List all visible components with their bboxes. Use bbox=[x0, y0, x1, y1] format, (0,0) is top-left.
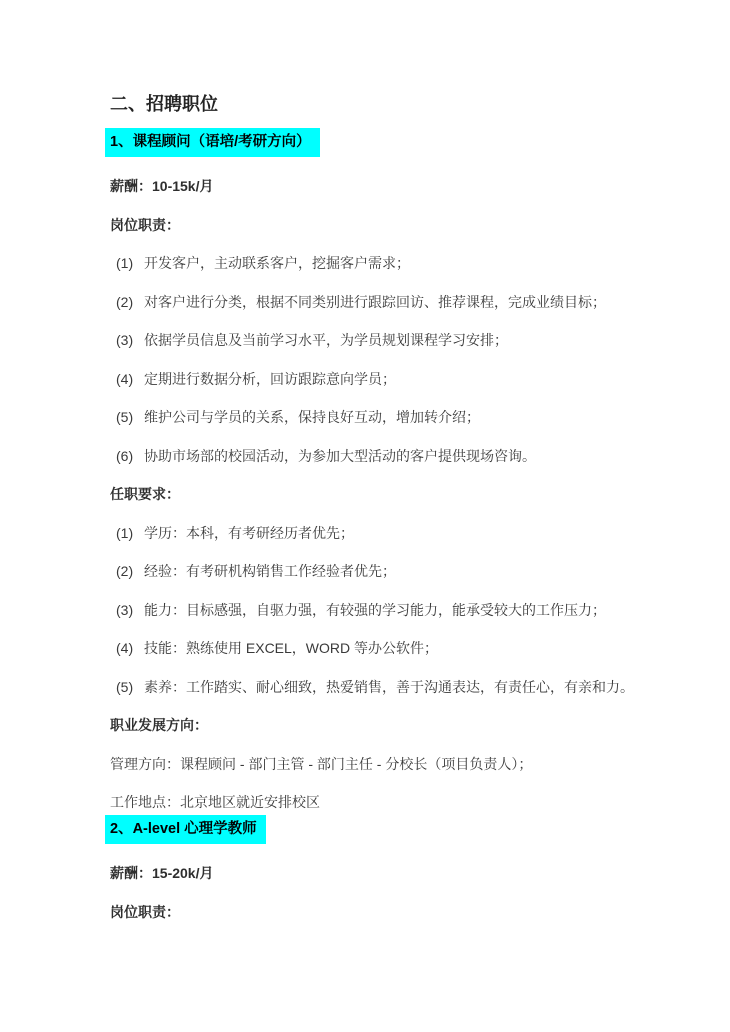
list-item-number: (4) bbox=[116, 370, 134, 387]
job1-salary: 薪酬：10-15k/月 bbox=[110, 178, 214, 194]
list-item-number: (1) bbox=[116, 255, 134, 271]
list-item-text: 协助市场部的校园活动，为参加大型活动的客户提供现场咨询。 bbox=[144, 447, 536, 464]
list-item-number: (1) bbox=[116, 524, 134, 541]
list-item-text: 学历：本科，有考研经历者优先； bbox=[144, 524, 354, 541]
job1-work-location: 工作地点：北京地区就近安排校区 bbox=[110, 794, 320, 810]
job2-duties-heading: 岗位职责： bbox=[110, 903, 180, 920]
job1-career-heading: 职业发展方向： bbox=[110, 717, 208, 733]
list-item-text: 维护公司与学员的关系，保持良好互动，增加转介绍； bbox=[144, 409, 480, 425]
list-item-number: (3) bbox=[116, 332, 134, 348]
list-item-text: 开发客户，主动联系客户，挖掘客户需求； bbox=[144, 255, 410, 271]
list-item-text: 对客户进行分类，根据不同类别进行跟踪回访、推荐课程，完成业绩目标； bbox=[144, 293, 606, 310]
job1-duty-item bbox=[110, 446, 536, 466]
list-item-text: 能力：目标感强，自驱力强，有较强的学习能力，能承受较大的工作压力； bbox=[144, 601, 606, 618]
list-item-number: (2) bbox=[116, 563, 134, 579]
list-item-text: 经验：有考研机构销售工作经验者优先； bbox=[144, 563, 396, 579]
job1-requirement-item bbox=[110, 638, 438, 658]
job1-duty-item bbox=[110, 369, 396, 389]
job1-requirement-item bbox=[110, 561, 396, 581]
list-item-text: 素养：工作踏实、耐心细致，热爱销售，善于沟通表达，有责任心，有亲和力。 bbox=[144, 678, 634, 695]
job1-title-block bbox=[105, 128, 320, 157]
job2-salary: 薪酬：15-20k/月 bbox=[110, 865, 214, 881]
list-item-text: 技能：熟练使用 EXCEL，WORD 等办公软件； bbox=[144, 640, 439, 656]
job1-requirement-item bbox=[110, 677, 634, 697]
job1-duty-item bbox=[110, 253, 410, 273]
list-item-number: (5) bbox=[116, 409, 134, 425]
job2-title-highlight: 2、A-level 心理学教师 bbox=[105, 815, 266, 844]
list-item-text: 定期进行数据分析，回访跟踪意向学员； bbox=[144, 370, 396, 387]
job1-duties-heading: 岗位职责： bbox=[110, 216, 180, 233]
job1-career-management: 管理方向：课程顾问 - 部门主管 - 部门主任 - 分校长（项目负责人）； bbox=[110, 755, 533, 772]
list-item-number: (2) bbox=[116, 293, 134, 310]
list-item-number: (4) bbox=[116, 640, 134, 656]
job1-title-highlight: 1、课程顾问（语培/考研方向） bbox=[105, 128, 320, 157]
section-heading: 二、招聘职位 bbox=[110, 94, 218, 114]
list-item-number: (6) bbox=[116, 447, 134, 464]
job2-title-block bbox=[105, 815, 266, 844]
job1-requirement-item bbox=[110, 523, 354, 543]
job1-requirement-item bbox=[110, 600, 606, 620]
list-item-number: (5) bbox=[116, 678, 134, 695]
job1-duty-item bbox=[110, 407, 480, 427]
list-item-number: (3) bbox=[116, 601, 134, 618]
job1-duty-item bbox=[110, 330, 508, 350]
job1-requirements-heading: 任职要求： bbox=[110, 486, 180, 502]
list-item-text: 依据学员信息及当前学习水平，为学员规划课程学习安排； bbox=[144, 332, 508, 348]
job1-duty-item bbox=[110, 292, 606, 312]
